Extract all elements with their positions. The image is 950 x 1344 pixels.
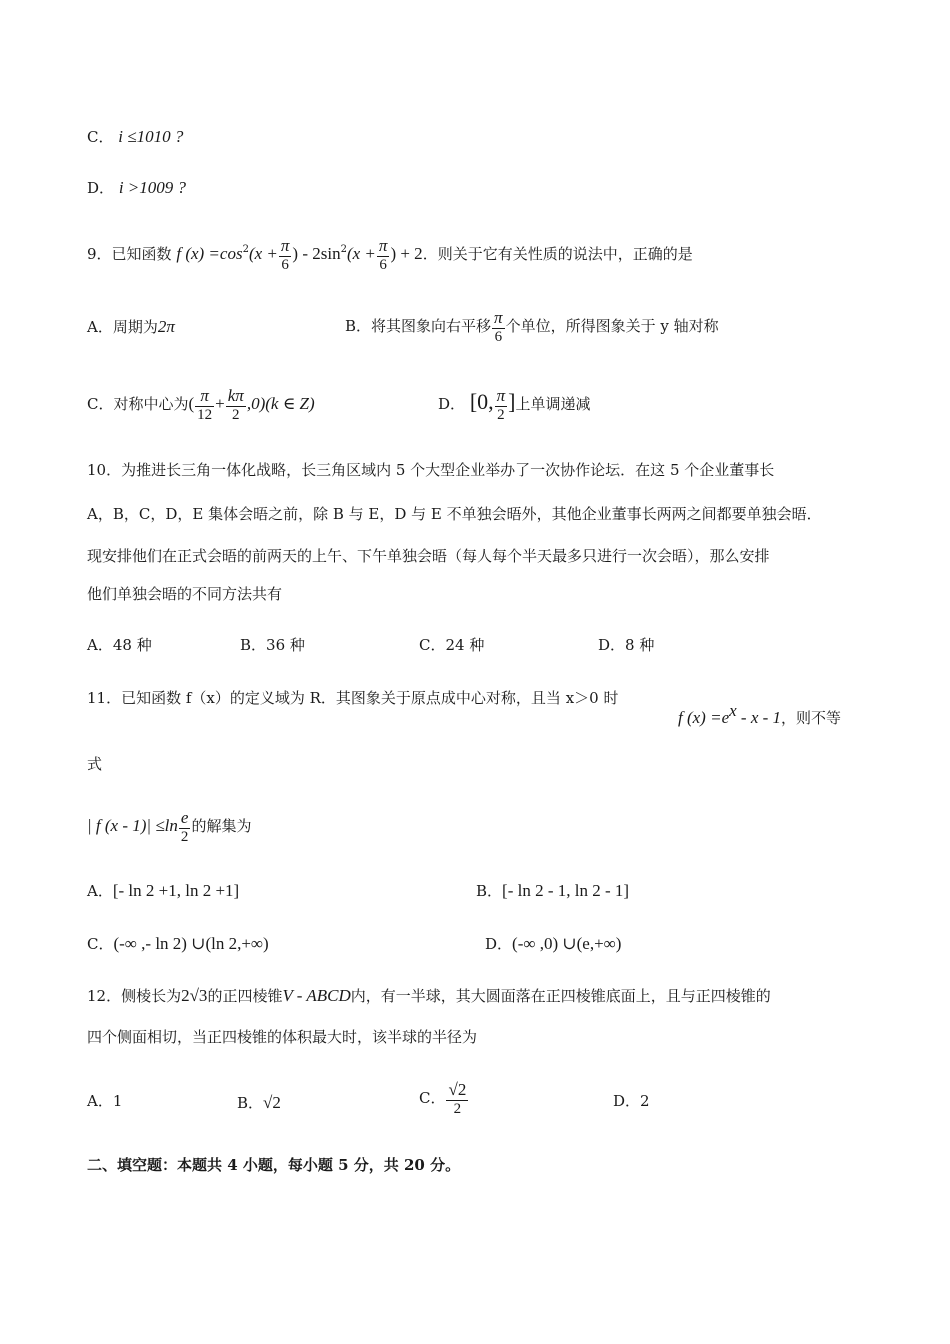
option-label: A． xyxy=(87,318,113,336)
q10-option-c: C．24 种 xyxy=(419,636,485,654)
math-part: (x + xyxy=(346,243,376,263)
math-part: ,0)(k ∈ Z) xyxy=(246,393,315,413)
option-text: 对称中心为 xyxy=(113,394,189,413)
math-expression: (-∞ ,- ln 2) ∪(ln 2,+∞) xyxy=(113,934,269,953)
q10-line-4: 他们单独会晤的不同方法共有 xyxy=(87,585,283,603)
math-expression: [- ln 2 +1, ln 2 +1] xyxy=(112,881,240,900)
q12-option-c xyxy=(419,1080,469,1118)
q11-option-d xyxy=(485,935,621,952)
math-part: (x + xyxy=(248,243,278,263)
interval-close: ] xyxy=(508,388,516,414)
q10-line-1: 10．为推进长三角一体化战略，长三角区域内 5 个大型企业举办了一次协作论坛．在这 5 个企业董事长 xyxy=(87,461,775,479)
q9-option-b xyxy=(345,308,719,346)
question-text: ，则不等 xyxy=(781,709,842,727)
numerator: e xyxy=(180,808,189,827)
fraction-kpi-2 xyxy=(226,386,246,424)
q10-option-d: D．8 种 xyxy=(598,636,655,654)
option-text: 个单位，所得图象关于 y 轴对称 xyxy=(505,316,719,335)
option-label: C． xyxy=(87,128,114,146)
math-expression: 2√3 xyxy=(181,986,208,1005)
math-expression: i ≤1010 ? xyxy=(118,127,184,146)
numerator: π xyxy=(496,386,506,405)
q10-option-a: A．48 种 xyxy=(87,636,152,654)
fraction-pi-6 xyxy=(377,236,390,274)
option-label: B． xyxy=(476,882,503,900)
q10-option-b: B．36 种 xyxy=(240,636,305,654)
denominator: 2 xyxy=(453,1100,462,1117)
fraction-e-2 xyxy=(179,808,191,846)
numerator: π xyxy=(280,236,290,255)
fraction-pi-2 xyxy=(495,386,508,424)
q12-option-b xyxy=(237,1094,281,1111)
q12-option-a: A．1 xyxy=(87,1092,123,1110)
fraction-pi-12 xyxy=(195,386,214,424)
fraction-pi-6 xyxy=(279,236,292,274)
denominator: 6 xyxy=(281,256,289,273)
exponent: 2 xyxy=(340,243,347,255)
math-part: f (x) =e xyxy=(678,708,730,727)
option-label: C． xyxy=(87,935,114,953)
denominator: 2 xyxy=(497,406,505,423)
denominator: 2 xyxy=(232,406,240,423)
q11-line-1: 11．已知函数 f（x）的定义域为 R．其图象关于原点成中心对称，且当 x＞0 时 xyxy=(87,689,619,707)
option-label: A． xyxy=(87,882,113,900)
q9-option-c xyxy=(87,386,315,424)
option-label: B． xyxy=(237,1094,264,1112)
q11-option-b xyxy=(476,882,629,899)
math-expression: √2 xyxy=(263,1093,281,1112)
math-expression: i >1009 ? xyxy=(118,178,187,197)
numerator: π xyxy=(378,236,388,255)
option-text: 将其图象向右平移 xyxy=(371,316,492,335)
fraction-pi-6 xyxy=(492,308,505,346)
exponent: 2 xyxy=(242,243,249,255)
math-part: + xyxy=(215,393,225,413)
q9-option-a xyxy=(87,318,175,335)
math-part: - x - 1 xyxy=(736,708,782,727)
option-label: C． xyxy=(87,394,114,413)
math-part: ) - 2sin xyxy=(292,243,341,263)
q8-option-d xyxy=(87,179,186,196)
question-text: ．则关于它有关性质的说法中，正确的是 xyxy=(422,244,693,263)
q11-function-def xyxy=(678,702,841,726)
numerator: kπ xyxy=(227,386,244,405)
q12-line-1 xyxy=(87,987,771,1004)
interval-open: [0, xyxy=(469,388,494,414)
q12-line-2: 四个侧面相切，当正四棱锥的体积最大时，该半球的半径为 xyxy=(87,1028,478,1046)
denominator: 12 xyxy=(197,406,213,423)
option-label: D． xyxy=(485,935,513,953)
denominator: 2 xyxy=(180,828,189,845)
exponent: x xyxy=(729,701,737,720)
math-expression: 2π xyxy=(157,317,175,336)
math-part: ( xyxy=(188,393,195,413)
fraction-sqrt2-2 xyxy=(446,1080,468,1118)
q9-option-d xyxy=(438,386,591,424)
numerator: √2 xyxy=(448,1080,467,1099)
section-heading: 二、填空题：本题共 4 小题，每小题 5 分，共 20 分。 xyxy=(87,1156,461,1174)
question-text: 的正四棱锥 xyxy=(207,987,283,1005)
option-label: D． xyxy=(438,394,466,413)
option-text: 周期为 xyxy=(112,318,158,336)
q9-stem xyxy=(87,236,693,274)
q11-option-c xyxy=(87,935,269,952)
q11-inequality xyxy=(87,808,251,846)
math-part: ) + 2 xyxy=(390,243,423,263)
question-text: 内，有一半球，其大圆面落在正四棱锥底面上，且与正四棱锥的 xyxy=(350,987,771,1005)
denominator: 6 xyxy=(379,256,387,273)
question-number: 9． xyxy=(87,244,112,263)
numerator: π xyxy=(494,308,503,327)
question-text: 的解集为 xyxy=(191,816,252,835)
option-label: D． xyxy=(87,179,115,197)
option-label: C． xyxy=(419,1088,446,1107)
q12-option-d: D．2 xyxy=(613,1092,650,1110)
q8-option-c xyxy=(87,128,183,145)
math-expression: (-∞ ,0) ∪(e,+∞) xyxy=(512,934,622,953)
q11-line-2: 式 xyxy=(87,755,103,773)
math-part: | f (x - 1)| ≤ln xyxy=(87,815,178,835)
option-text: 上单调递减 xyxy=(515,394,591,413)
q11-option-a xyxy=(87,882,239,899)
numerator: π xyxy=(195,386,214,407)
math-expression: V - ABCD xyxy=(282,986,351,1005)
function-def: f (x) =cos xyxy=(176,243,243,263)
math-expression: [- ln 2 - 1, ln 2 - 1] xyxy=(502,881,630,900)
denominator: 6 xyxy=(494,328,503,345)
question-text: 已知函数 xyxy=(111,244,172,263)
question-text: 12．侧棱长为 xyxy=(87,987,182,1005)
q10-line-2: A，B，C，D，E 集体会晤之前，除 B 与 E，D 与 E 不单独会晤外，其他企业董事长两两之间都要单独会晤． xyxy=(87,505,822,523)
q10-line-3: 现安排他们在正式会晤的前两天的上午、下午单独会晤（每人每个半天最多只进行一次会晤），那么安排 xyxy=(87,547,770,565)
option-label: B． xyxy=(345,316,372,335)
